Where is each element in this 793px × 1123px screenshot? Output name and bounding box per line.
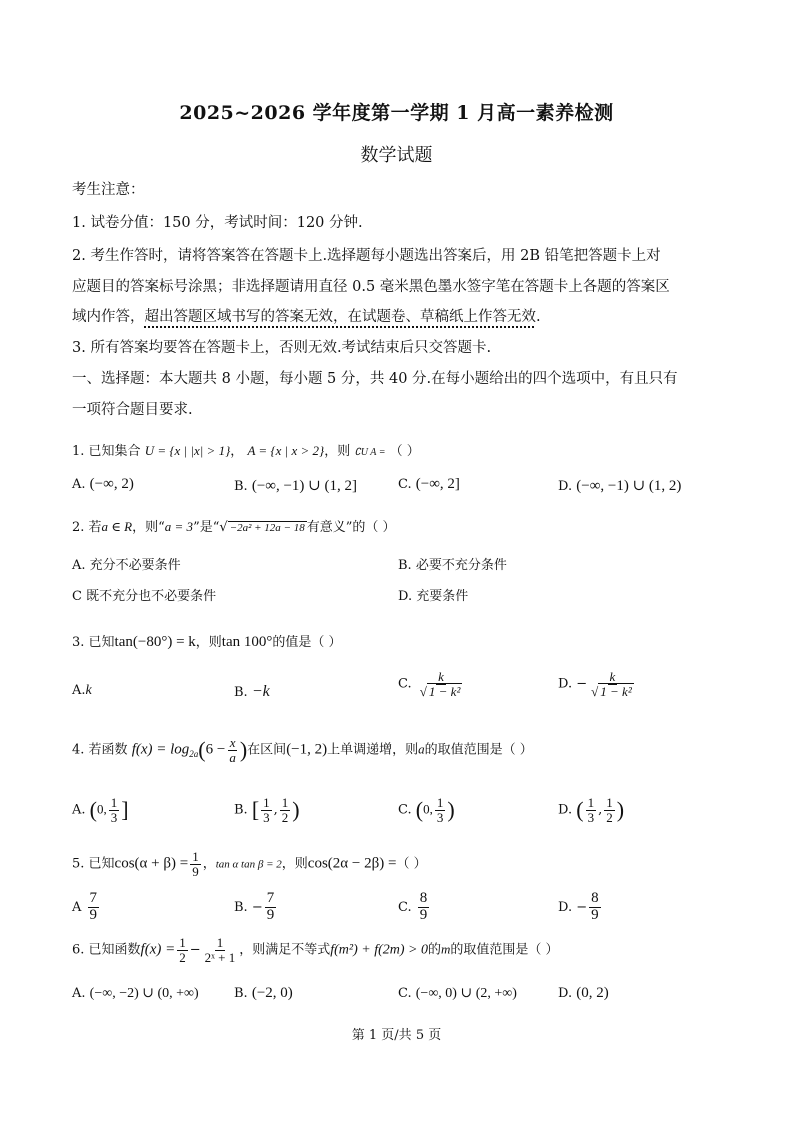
question-5-stem: 5. 已知cos(α + β) = $\frac{1}{9}$ ，tan α tan β = 2，则cos(2α − 2β) =（ ） (72, 849, 427, 879)
question-3-stem (72, 631, 342, 651)
q6-option-a[interactable]: A. (−∞, −2) ∪ (0, +∞) (72, 986, 199, 1001)
q4-option-b[interactable]: B. [ $\frac{1}{3}$ , $\frac{1}{2}$ ) (234, 795, 300, 825)
notice-item-2-line-3 (72, 305, 541, 326)
q4-var: a (418, 741, 425, 757)
question-6-stem: 6. 已知函数f(x) = $\frac{1}{2}$ − $\frac{1}{\text{2ˣ + 1}}$ ，则满足不等式f(m²) + f(2m) > 0的m的取值范围是（ ） (72, 935, 559, 965)
q2-condition: a ∈ R (101, 519, 133, 534)
q2-radicand: −2a² + 12a − 18 (229, 522, 305, 534)
q2-text-c: ”是“ (193, 520, 220, 535)
q3-text: 3. 已知 (72, 635, 115, 650)
q5-given-b: tan α tan β = 2 (215, 858, 282, 871)
question-4-stem: 4. 若函数 $f(x) = \log_{2a}(6$ − $\frac{x}{a}$ )在区间(−1, 2)上单调递增，则a的取值范围是（ ） (72, 735, 533, 765)
q1-text-b: ，则 (324, 444, 351, 459)
q3-text-b: ，则 (195, 635, 222, 650)
q3-option-c[interactable]: C. $\frac{k}{\text{√ 1 − k²}}$ (398, 669, 461, 699)
q5-text: 5. 已知 (72, 856, 115, 872)
section-heading-line-1: 一、选择题：本大题共 8 小题，每小题 5 分，共 40 分.在每小题给出的四个选项中，有且只有 (72, 371, 678, 387)
page-number: 第 1 页/共 5 页 (351, 1028, 442, 1043)
q3-option-a[interactable]: A.k (72, 683, 92, 698)
q4-option-d[interactable]: D. ( $\frac{1}{3}$ , $\frac{1}{2}$ ) (558, 795, 625, 825)
q6-text-c: 的 (428, 942, 442, 958)
q4-text-c: 上单调递增，则 (327, 742, 419, 758)
q2-equation: a = 3 (164, 519, 194, 534)
question-1-stem (72, 440, 420, 459)
q6-option-d[interactable]: D. (0, 2) (558, 985, 609, 1001)
notice-item-2-line-2: 应题目的答案标号涂黑；非选择题请用直径 0.5 毫米黑色墨水签字笔在答题卡上各题的答案区 (72, 279, 670, 295)
q6-text: 6. 已知函数 (72, 942, 141, 958)
q5-sep: ， (202, 856, 216, 872)
notice-item-1: 1. 试卷分值：150 分，考试时间：120 分钟. (72, 215, 363, 231)
q3-target: tan 100° (221, 634, 273, 650)
q5-given-a: cos(α + β) = (114, 855, 189, 872)
notice-text-end: . (536, 309, 541, 325)
q2-text-d: 有意义”的（ ） (306, 520, 396, 535)
q5-option-d[interactable]: D. − $\frac{8}{9}$ (558, 890, 599, 923)
q2-option-c[interactable]: C 既不充分也不必要条件 (72, 589, 217, 604)
q5-blank: （ ） (396, 856, 427, 872)
q6-minus: − (189, 942, 201, 958)
q2-text-b: ，则“ (132, 520, 165, 535)
exam-subject: 数学试题 (360, 145, 433, 166)
q1-text: 1. 已知集合 (72, 444, 141, 459)
question-2-stem (72, 516, 396, 535)
q3-given: tan(−80°) = k (114, 634, 196, 650)
q5-option-b[interactable]: B. − $\frac{7}{9}$ (234, 890, 275, 923)
notice-item-2-line-1: 2. 考生作答时，请将答案答在答题卡上.选择题每小题选出答案后，用 2B 铅笔把答题卡上对 (72, 248, 661, 264)
q4-option-a[interactable]: A. (0, $\frac{1}{3}$ ] (72, 795, 129, 825)
q2-option-d[interactable]: D. 充要条件 (398, 589, 469, 604)
q4-text-d: 的取值范围是（ ） (424, 742, 533, 758)
q4-interval: (−1, 2) (286, 741, 328, 758)
q1-blank: （ ） (389, 444, 420, 459)
q1-option-a[interactable]: A. (−∞, 2) (72, 476, 134, 492)
q1-complement: ∁U A = (354, 447, 386, 458)
q5-target: cos(2α − 2β) = (307, 855, 397, 872)
section-heading-line-2: 一项符合题目要求. (72, 402, 193, 418)
q6-option-c[interactable]: C. (−∞, 0) ∪ (2, +∞) (398, 986, 517, 1001)
q2-option-b[interactable]: B. 必要不充分条件 (398, 558, 507, 573)
q6-function: f(x) = (140, 941, 176, 958)
q6-inequality: f(m²) + f(2m) > 0 (330, 942, 428, 958)
sqrt-sign: √ (219, 520, 228, 535)
q4-log-base: 2a (189, 749, 199, 760)
q1-sep: ， (230, 444, 244, 459)
notice-item-3: 3. 所有答案均要答在答题卡上，否则无效.考试结束后只交答题卡. (72, 340, 492, 356)
exam-title: 2025~2026 学年度第一学期 1 月高一素养检测 (179, 102, 614, 124)
q1-set-u: U = {x | |x| > 1} (144, 443, 231, 458)
q5-option-c[interactable]: C. $\frac{8}{9}$ (398, 890, 428, 923)
q1-option-c[interactable]: C. (−∞, 2] (398, 476, 460, 492)
q4-function: f(x) = log (131, 741, 190, 758)
q3-option-b[interactable]: B. −k (234, 683, 270, 700)
q6-text-b: ，则满足不等式 (239, 942, 331, 958)
q4-inner: 6 − (205, 741, 226, 758)
q5-text-b: ，则 (281, 856, 308, 872)
q1-option-d[interactable]: D. (−∞, −1) ∪ (1, 2) (558, 478, 682, 494)
q4-option-c[interactable]: C. (0, $\frac{1}{3}$ ) (398, 795, 455, 825)
emphasis-text: 超出答题区域书写的答案无效，在试题卷、草稿纸上作答无效 (144, 309, 536, 325)
q6-option-b[interactable]: B. (−2, 0) (234, 985, 293, 1001)
q4-text-b: 在区间 (247, 742, 287, 758)
q3-option-d[interactable]: D. − $\frac{k}{\text{√ 1 − k²}}$ (558, 669, 632, 699)
q6-var: m (441, 941, 451, 957)
q1-option-b[interactable]: B. (−∞, −1) ∪ (1, 2] (234, 478, 357, 494)
notice-text: 域内作答， (72, 309, 145, 325)
notice-heading: 考生注意： (72, 182, 145, 198)
q2-text: 2. 若 (72, 520, 102, 535)
q4-text: 4. 若函数 (72, 742, 128, 758)
q2-option-a[interactable]: A. 充分不必要条件 (72, 558, 181, 573)
q1-set-a: A = {x | x > 2} (247, 443, 325, 458)
q5-option-a[interactable]: A $\frac{7}{9}$ (72, 890, 98, 923)
q3-text-c: 的值是（ ） (272, 635, 342, 650)
q6-text-d: 的取值范围是（ ） (450, 942, 559, 958)
